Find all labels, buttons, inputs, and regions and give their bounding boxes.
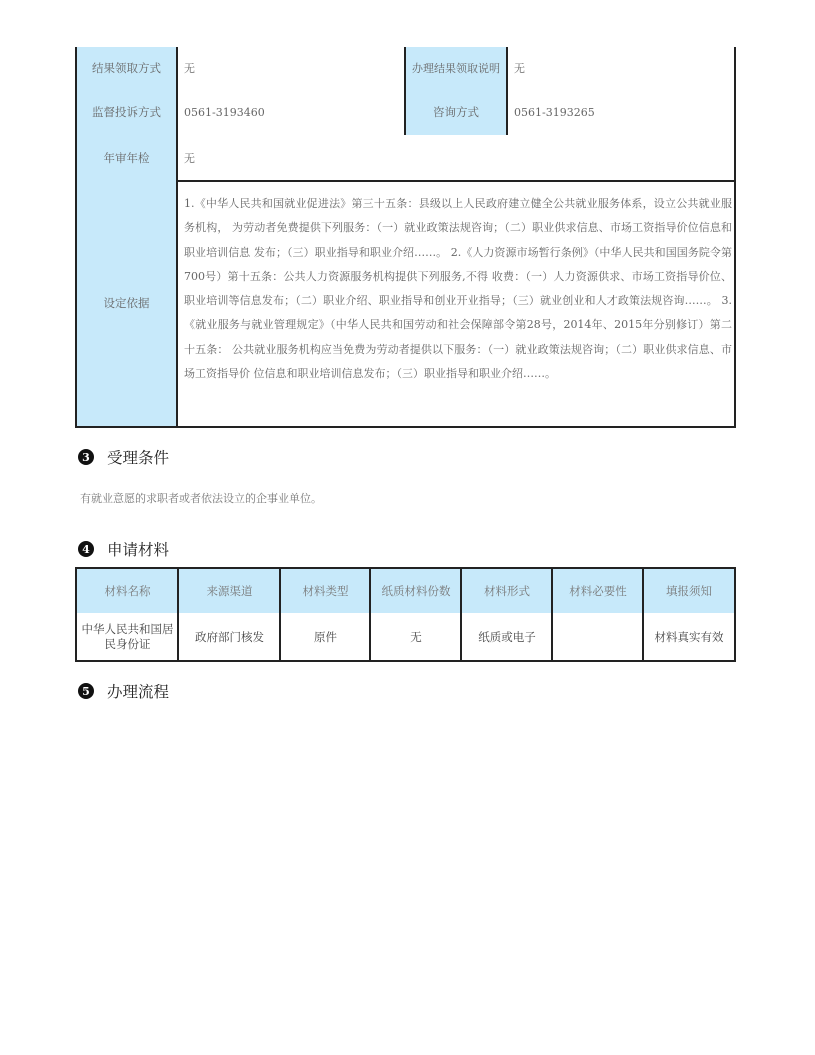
section-conditions-heading [78,446,169,468]
materials-cell-source: 政府部门核发 [177,613,280,662]
value-legal-basis-cell [178,180,736,428]
section-number-5-icon: 5 [78,683,94,699]
materials-cell-type: 原件 [279,613,370,662]
value-result-pickup: 无 [178,47,405,91]
section-conditions-title: 受理条件 [107,449,170,467]
materials-header-cell: 材料必要性 [551,567,643,615]
legal-basis-text: 1.《中华人民共和国就业促进法》第三十五条：县级以上人民政府建立健全公共就业服务体系，设立公共就业服务机构， 为劳动者免费提供下列服务：（一）就业政策法规咨询；（二）职业供求信息、市场工资指导价位信息和职业培训信息 发布；（三）职业指导和职业介绍……。 2.《人力资源市场暂行条例》（中华人民共和国国务院令第700号）第十五条：公共人力资源服务机构提供下列服务,不得 收费：（一）人力资源供求、市场工资指导价位、职业培训等信息发布；（二）职业介绍、职业指导和创业开业指导；（三）就业创业和人才政策法规咨询……。 3.《就业服务与就业管理规定》（中华人民共和国劳动和社会保障部令第28号，2014年、2015年分别修订）第二十五条： 公共就业服务机构应当免费为劳动者提供以下服务：（一）就业政策法规咨询；（二）职业供求信息、市场工资指导价 位信息和职业培训信息发布；（三）职业指导和职业介绍……。 [184,197,732,381]
label-complaint: 监督投诉方式 [75,89,178,137]
label-result-pickup: 结果领取方式 [75,47,178,91]
label-result-pickup-note: 办理结果领取说明 [404,47,508,91]
materials-cell-notes: 材料真实有效 [642,613,736,662]
materials-header-cell: 来源渠道 [177,567,280,615]
section-number-4-icon: 4 [78,541,94,557]
section-number-3-icon: 3 [78,449,94,465]
materials-header-cell: 材料类型 [279,567,370,615]
materials-cell-name: 中华人民共和国居民身份证 [75,613,178,662]
section-process-title: 办理流程 [107,683,170,701]
section-materials-heading [78,538,169,560]
materials-header-cell: 材料名称 [75,567,178,615]
label-legal-basis: 设定依据 [75,180,178,428]
section-materials-title: 申请材料 [107,541,170,559]
conditions-text: 有就业意愿的求职者或者依法设立的企事业单位。 [80,492,322,505]
value-annual-review: 无 [178,135,736,182]
materials-header-cell: 材料形式 [460,567,552,615]
value-result-pickup-note: 无 [508,47,736,91]
materials-cell-necessity [551,613,643,662]
materials-cell-form: 纸质或电子 [460,613,552,662]
value-complaint: 0561-3193460 [178,89,405,137]
materials-header-cell: 填报须知 [642,567,736,615]
materials-cell-copies: 无 [369,613,461,662]
section-process-heading [78,680,169,702]
value-consult: 0561-3193265 [508,89,736,137]
materials-header-cell: 纸质材料份数 [369,567,461,615]
label-consult: 咨询方式 [404,89,508,137]
label-annual-review: 年审年检 [75,135,178,182]
